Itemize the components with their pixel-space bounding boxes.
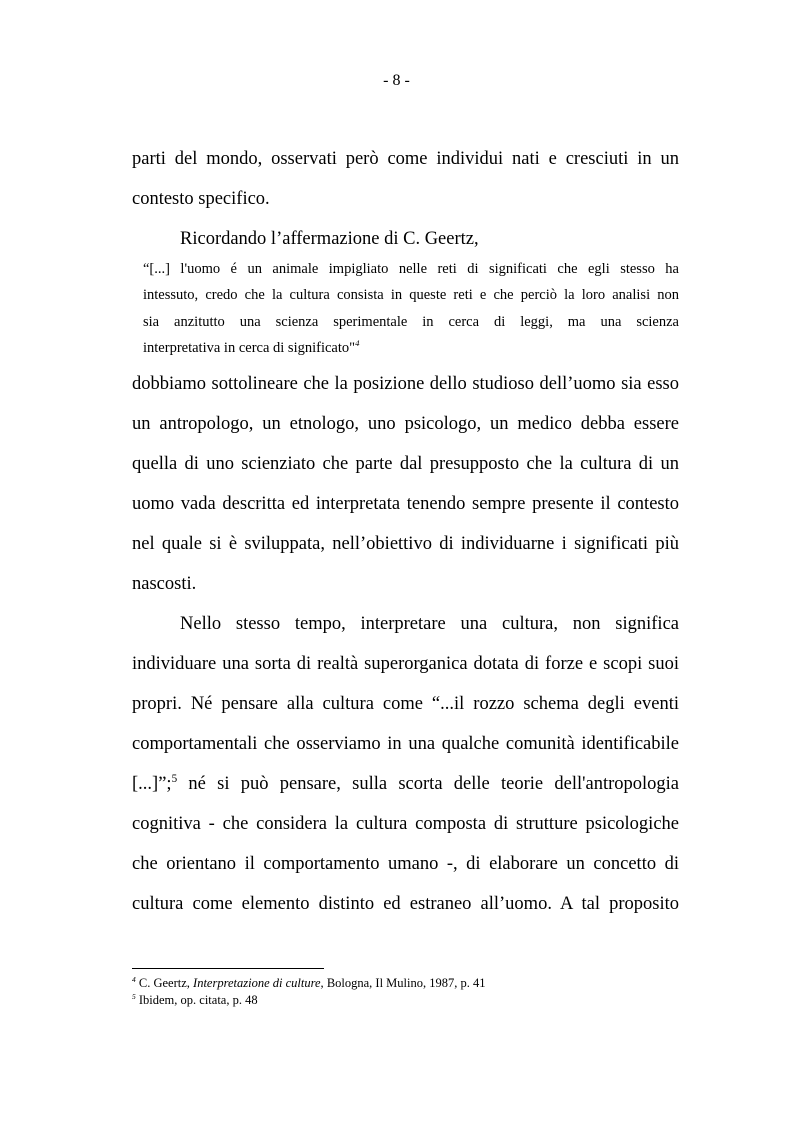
- body-line: nel quale si è sviluppata, nell’obiettivo di individuarne i significati più: [132, 534, 679, 554]
- footnote-ref: 5: [171, 772, 178, 785]
- quote-intro: Ricordando l’affermazione di C. Geertz,: [180, 229, 479, 249]
- quote-text: interpretativa in cerca di significato": [143, 340, 356, 356]
- page-number: - 8 -: [383, 72, 410, 89]
- body-line: individuare una sorta di realtà superorganica dotata di forze e scopi suoi: [132, 654, 679, 674]
- block-quote-line: intessuto, credo che la cultura consista in queste reti e che perciò la loro analisi non: [143, 287, 679, 303]
- body-line: propri. Né pensare alla cultura come “...il rozzo schema degli eventi: [132, 694, 679, 714]
- body-line: comportamentali che osserviamo in una qualche comunità identificabile: [132, 734, 679, 754]
- footnote-text: Ibidem, op. citata, p. 48: [135, 993, 258, 1007]
- footnote: [132, 993, 258, 1008]
- body-line: uomo vada descritta ed interpretata tenendo sempre presente il contesto: [132, 494, 679, 514]
- body-line: un antropologo, un etnologo, uno psicologo, un medico debba essere: [132, 414, 679, 434]
- footnote-text: C. Geertz,: [135, 976, 194, 990]
- footnote-title: Interpretazione di culture,: [193, 976, 324, 990]
- body-text: né si può pensare, sulla scorta delle teorie dell'antropologia: [177, 774, 679, 794]
- body-line: nascosti.: [132, 574, 197, 594]
- body-line: contesto specifico.: [132, 189, 270, 209]
- footnote-text: Bologna, Il Mulino, 1987, p. 41: [323, 976, 486, 990]
- block-quote-line: “[...] l'uomo é un animale impigliato nelle reti di significati che egli stesso ha: [143, 261, 679, 277]
- body-text: [...]”;: [132, 774, 172, 794]
- body-line: cultura come elemento distinto ed estraneo all’uomo. A tal proposito: [132, 894, 679, 914]
- block-quote-line: sia anzitutto una scienza sperimentale in cerca di leggi, ma una scienza: [143, 314, 679, 330]
- footnote-ref: 4: [355, 338, 360, 349]
- footnote: [132, 976, 486, 991]
- footnote-number: 4: [132, 974, 136, 984]
- body-line: cognitiva - che considera la cultura composta di strutture psicologiche: [132, 814, 679, 834]
- footnote-separator: [132, 968, 324, 969]
- footnote-number: 5: [132, 991, 136, 1001]
- body-line: quella di uno scienziato che parte dal presupposto che la cultura di un: [132, 454, 679, 474]
- body-line: Nello stesso tempo, interpretare una cultura, non significa: [180, 614, 679, 634]
- body-line: che orientano il comportamento umano -, di elaborare un concetto di: [132, 854, 679, 874]
- body-line: dobbiamo sottolineare che la posizione dello studioso dell’uomo sia esso: [132, 374, 679, 394]
- block-quote-line: [143, 339, 679, 357]
- body-line: parti del mondo, osservati però come individui nati e cresciuti in un: [132, 149, 679, 169]
- body-line: [132, 773, 679, 795]
